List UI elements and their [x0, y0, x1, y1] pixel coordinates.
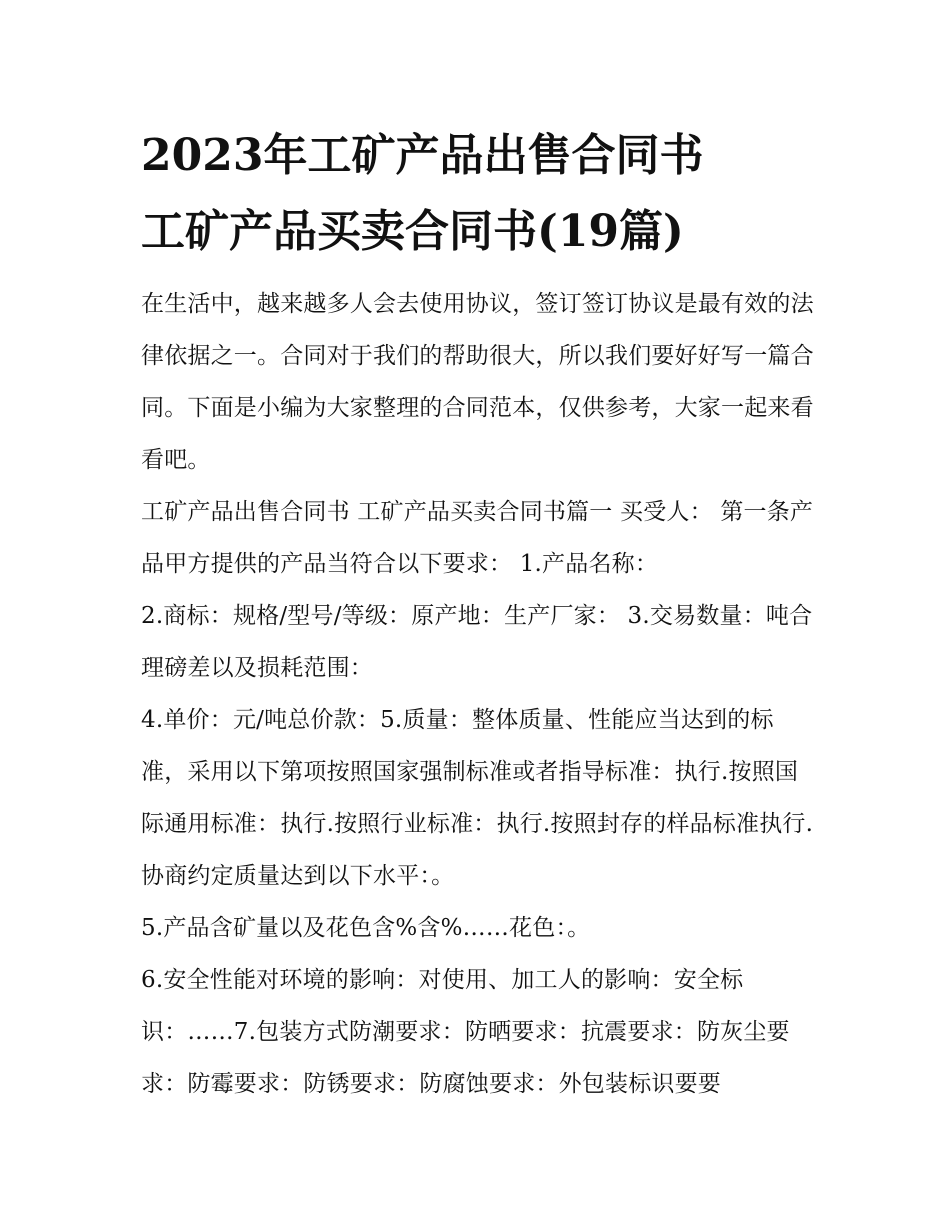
- title-line-1: 2023年工矿产品出售合同书: [141, 130, 704, 181]
- paragraph-item-5: 5.产品含矿量以及花色含%含%……花色：。: [141, 915, 591, 941]
- paragraph-item-4: 4.单价：元/吨总价款：5.质量：整体质量、性能应当达到的标准，采用以下第项按照国家强制标准或者指导标准：执行.按照国际通用标准：执行.按照行业标准：执行.按照封存的样品标准执行.协商约定质量达到以下水平：。: [141, 707, 814, 889]
- document-page: [141, 118, 816, 1110]
- title-line-2: 工矿产品买卖合同书(19篇): [141, 206, 684, 257]
- paragraph-item-2: 2.商标：规格/型号/等级：原产地：生产厂家： 3.交易数量：吨合理磅差以及损耗范围：: [141, 603, 813, 681]
- paragraph-intro: 在生活中，越来越多人会去使用协议，签订签订协议是最有效的法律依据之一。合同对于我们的帮助很大，所以我们要好好写一篇合同。下面是小编为大家整理的合同范本，仅供参考，大家一起来看看吧。: [141, 291, 814, 473]
- paragraph-item-6: 6.安全性能对环境的影响：对使用、加工人的影响：安全标识：……7.包装方式防潮要求：防晒要求：抗震要求：防灰尘要求：防霉要求：防锈要求：防腐蚀要求：外包装标识要要: [141, 967, 790, 1097]
- paragraph-article-1: 工矿产品出售合同书 工矿产品买卖合同书篇一 买受人： 第一条产品甲方提供的产品当符合以下要求： 1.产品名称：: [141, 499, 814, 577]
- document-title: [141, 118, 816, 270]
- document-body: [141, 278, 816, 1110]
